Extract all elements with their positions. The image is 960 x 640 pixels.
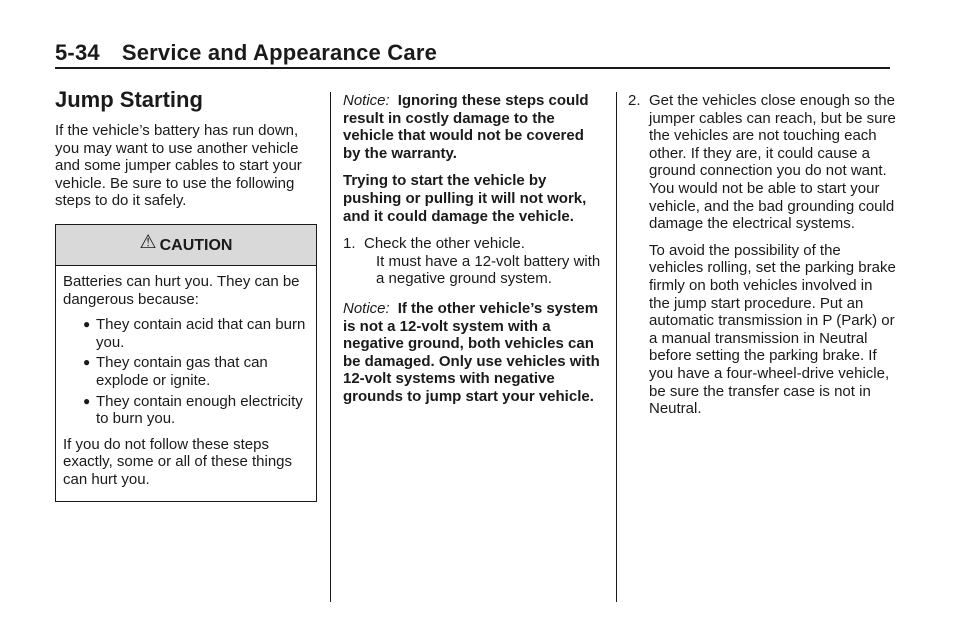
list-item: ● They contain enough electricity to burn you. [83,392,303,428]
step-number: 1. [343,235,356,253]
header-rule [55,67,890,69]
list-item: ● They contain acid that can burn you. [83,316,306,351]
step-1 [343,235,605,288]
column-divider-2 [616,92,617,602]
step-text: Get the vehicles close enough so the jumper cables can reach, but be sure the vehicles are not touching each other. If they are, it could cause a ground connection you do not want. You would not be able to start your vehicle, and the bad grounding could damage the electrical systems. [649,92,896,233]
caution-lead: Batteries can hurt you. They can be dangerous because: [63,272,300,308]
bullet-icon: ● [83,355,91,370]
chapter-title: Service and Appearance Care [121,40,438,65]
intro-paragraph: If the vehicle’s battery has run down, you may want to use another vehicle and some jumper cables to start your vehicle. Be sure to use the following steps to do it safely. [55,122,302,210]
caution-header [56,225,316,266]
section-title: Jump Starting [55,87,203,112]
caution-bullets [63,316,309,428]
notice-2: Notice: If the other vehicle’s system is not a 12-volt system with a negative ground, both vehicles can be damaged. Only use vehicles with 12-volt systems with negative grounds to jump start your vehicle. [343,299,600,405]
column-1 [55,86,317,502]
caution-closing: If you do not follow these steps exactly, some or all of these things can hurt you. [63,435,292,488]
column-divider-1 [330,92,331,602]
notice-label: Notice: [343,299,390,317]
column-2 [343,92,605,416]
caution-box [55,224,317,502]
page-number: 5-34 [55,40,100,65]
notice-1: Notice: Ignoring these steps could result in costly damage to the vehicle that would not be covered by the warranty. [343,92,589,162]
caution-body [56,266,316,501]
page-header [55,40,890,68]
bullet-icon: ● [83,317,91,332]
notice-label: Notice: [343,92,390,109]
step-2 [628,92,896,418]
push-warning-paragraph: Trying to start the vehicle by pushing or pulling it will not work, and it could damage the vehicle. [343,172,587,225]
bullet-icon: ● [83,393,91,408]
step-text: Check the other vehicle. [364,235,525,253]
step-number: 2. [628,92,641,109]
list-item: ● They contain gas that can explode or ignite. [83,354,268,389]
caution-label: CAUTION [159,236,233,254]
column-3 [628,92,896,430]
warning-triangle-icon: ⚠ [139,231,157,253]
step-2-detail: To avoid the possibility of the vehicles rolling, set the parking brake firmly on both vehicles involved in the jump start procedure. Put an automatic transmission in P (Park) or a manual transmission in Neutral before setting the parking brake. If you have a four-wheel-drive vehicle, be sure the transfer case is not in Neutral. [649,241,896,418]
step-1-detail: It must have a 12-volt battery with a negative ground system. [376,252,601,288]
